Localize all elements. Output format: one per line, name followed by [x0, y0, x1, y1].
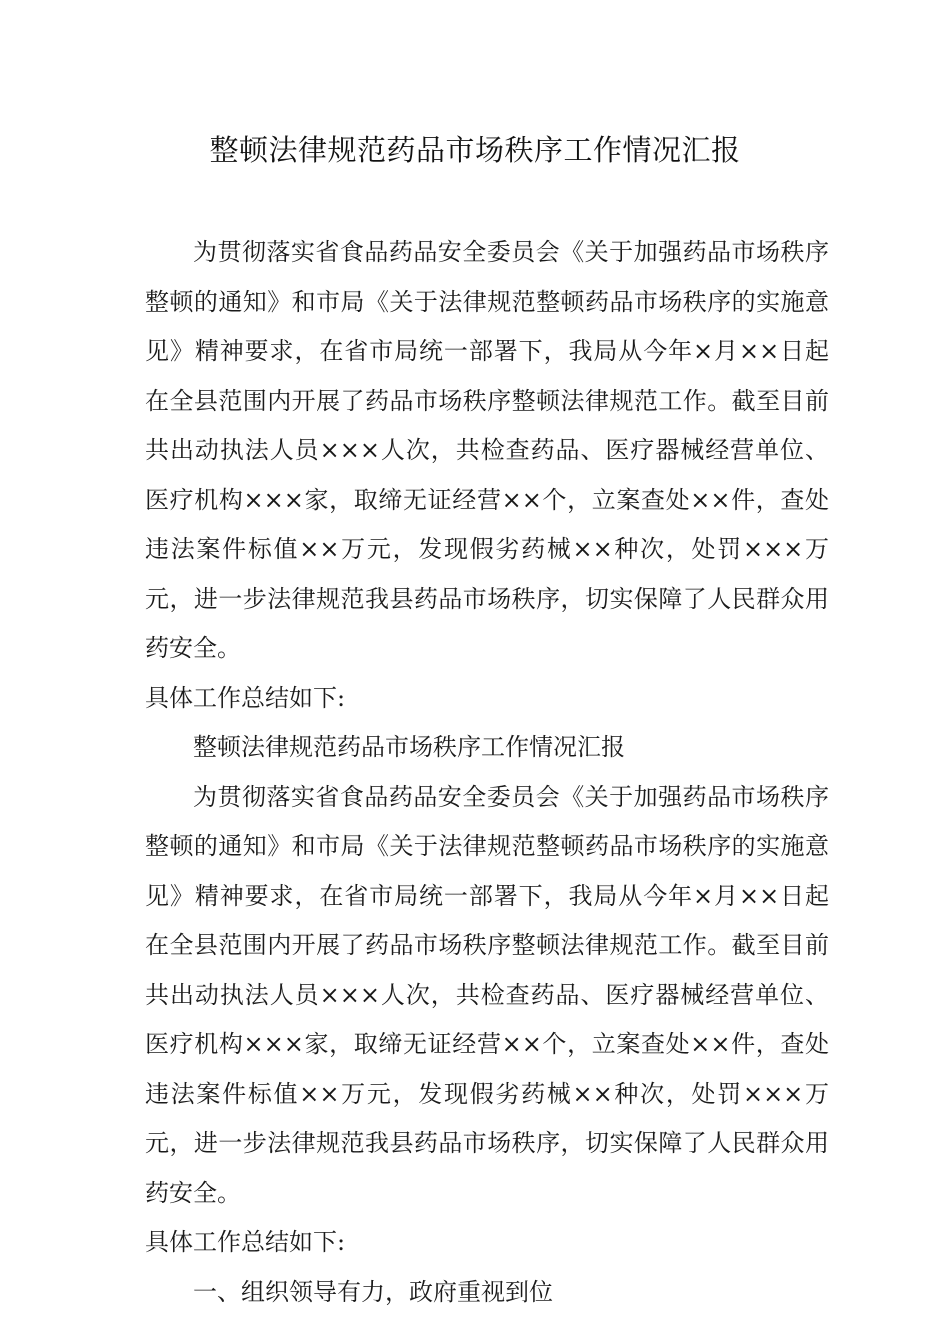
document-body: [145, 228, 829, 1317]
paragraph-intro: 为贯彻落实省食品药品安全委员会《关于加强药品市场秩序整顿的通知》和市局《关于法律规范整顿药品市场秩序的实施意见》精神要求，在省市局统一部署下，我局从今年×月××日起在全县范围内开展了药品市场秩序整顿法律规范工作。截至目前共出动执法人员×××人次，共检查药品、医疗器械经营单位、医疗机构×××家，取缔无证经营××个，立案查处××件，查处违法案件标值××万元，发现假劣药械××种次，处罚×××万元，进一步法律规范我县药品市场秩序，切实保障了人民群众用药安全。: [145, 238, 829, 662]
paragraph-repeated-title: 整顿法律规范药品市场秩序工作情况汇报: [193, 733, 625, 761]
section-heading-1: 一、组织领导有力，政府重视到位: [193, 1277, 553, 1306]
paragraph-summary-lead: 具体工作总结如下:: [145, 683, 346, 712]
document-title: 整顿法律规范药品市场秩序工作情况汇报: [209, 133, 741, 167]
paragraph-intro-repeat: 为贯彻落实省食品药品安全委员会《关于加强药品市场秩序整顿的通知》和市局《关于法律规范整顿药品市场秩序的实施意见》精神要求，在省市局统一部署下，我局从今年×月××日起在全县范围内开展了药品市场秩序整顿法律规范工作。截至目前共出动执法人员×××人次，共检查药品、医疗器械经营单位、医疗机构×××家，取缔无证经营××个，立案查处××件，查处违法案件标值××万元，发现假劣药械××种次，处罚×××万元，进一步法律规范我县药品市场秩序，切实保障了人民群众用药安全。: [145, 782, 829, 1207]
paragraph-summary-lead-repeat: 具体工作总结如下:: [145, 1228, 346, 1256]
